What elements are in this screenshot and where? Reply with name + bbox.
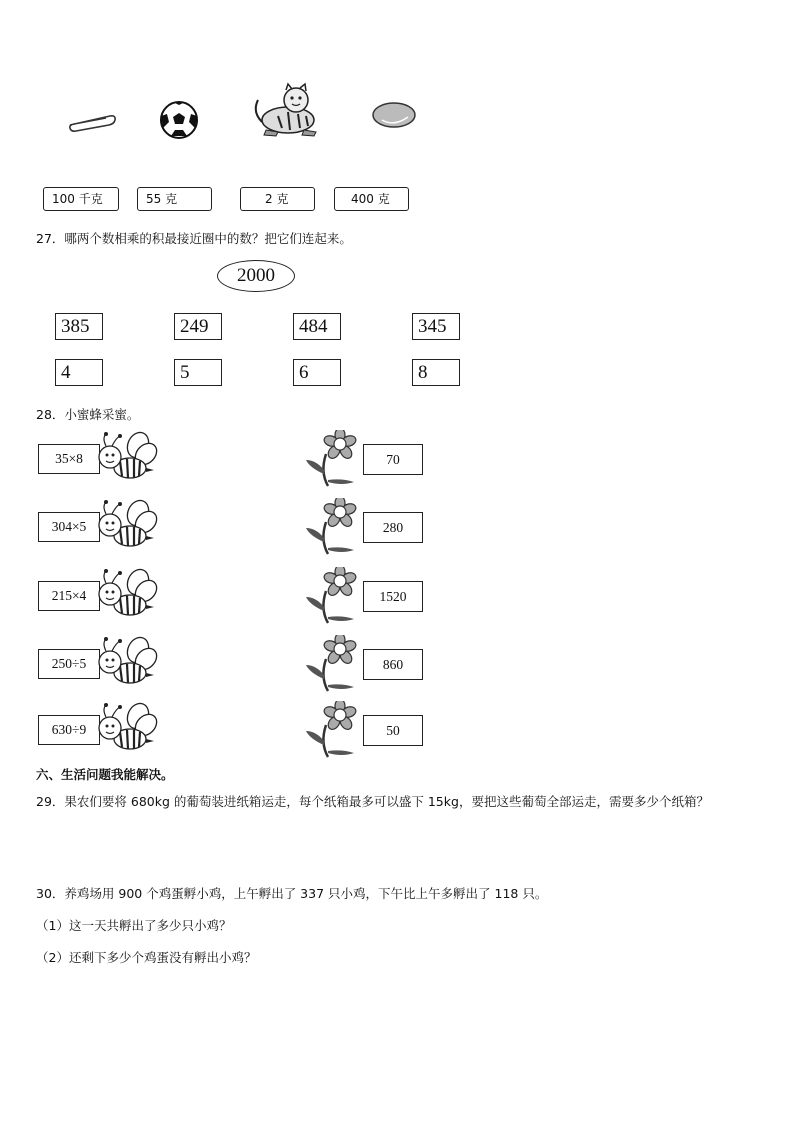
question-27: 27．哪两个数相乘的积最接近圈中的数？把它们连起来。 <box>36 231 352 246</box>
expression-box: 35×8 <box>38 444 100 474</box>
expression-box: 215×4 <box>38 581 100 611</box>
bottom-number-1: 4 <box>55 359 103 386</box>
flower-icon <box>306 430 360 492</box>
flower-icon <box>306 567 360 629</box>
flower-icon <box>306 701 360 763</box>
top-number-3: 484 <box>293 313 341 340</box>
flower-icon <box>306 635 360 697</box>
weight-label-4: 400 克 <box>334 187 409 211</box>
answer-box: 1520 <box>363 581 423 612</box>
coin-icon <box>372 101 418 129</box>
top-number-2: 249 <box>174 313 222 340</box>
question-30-part-1: （1）这一天共孵出了多少只小鸡？ <box>36 918 232 933</box>
question-28: 28．小蜜蜂采蜜。 <box>36 407 140 422</box>
soccer-ball-icon <box>159 100 199 140</box>
answer-box: 860 <box>363 649 423 680</box>
expression-box: 630÷9 <box>38 715 100 745</box>
expression-box: 250÷5 <box>38 649 100 679</box>
question-30: 30．养鸡场用 900 个鸡蛋孵小鸡，上午孵出了 337 只小鸡，下午比上午多孵出了 118 只。 <box>36 886 548 901</box>
weight-label-3: 2 克 <box>240 187 315 211</box>
answer-box: 50 <box>363 715 423 746</box>
question-30-part-2: （2）还剩下多少个鸡蛋没有孵出小鸡？ <box>36 950 257 965</box>
section-heading-6: 六、生活问题我能解决。 <box>36 767 174 782</box>
bottom-number-4: 8 <box>412 359 460 386</box>
top-number-4: 345 <box>412 313 460 340</box>
target-oval: 2000 <box>217 260 295 292</box>
top-number-1: 385 <box>55 313 103 340</box>
answer-box: 70 <box>363 444 423 475</box>
flower-icon <box>306 498 360 560</box>
weight-label-1: 100 千克 <box>43 187 119 211</box>
tiger-icon <box>248 82 322 138</box>
question-29: 29．果农们要将 680kg 的葡萄装进纸箱运走，每个纸箱最多可以盛下 15kg，要把这些葡萄全部运走，需要多少个纸箱？ <box>36 794 709 809</box>
bee-icon <box>96 567 158 629</box>
paperclip-icon <box>66 110 118 132</box>
bee-icon <box>96 701 158 763</box>
answer-box: 280 <box>363 512 423 543</box>
bee-icon <box>96 498 158 560</box>
expression-box: 304×5 <box>38 512 100 542</box>
bee-icon <box>96 635 158 697</box>
bee-icon <box>96 430 158 492</box>
bottom-number-2: 5 <box>174 359 222 386</box>
weight-label-2: 55 克 <box>137 187 212 211</box>
bottom-number-3: 6 <box>293 359 341 386</box>
